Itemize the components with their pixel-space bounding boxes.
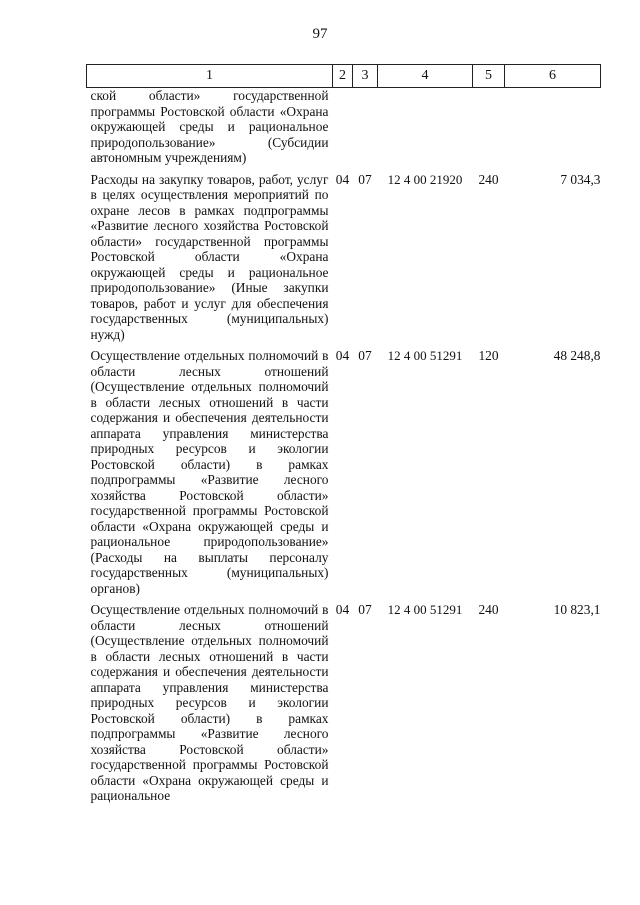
table-row — [87, 88, 601, 166]
row-subsection: 07 — [358, 171, 372, 187]
row-amount — [505, 88, 601, 166]
row-description: Осуществление отдельных полномочий в области лесных отношений (Осуществление отдельных полномочий в области лесных отношений в части содержания и обеспечения деятельности аппарата управления министерства природных ресурсов и экологии Ростовской области) в рамках подпрограммы «Развитие лесного хозяйства Ростовской области» государственной программы Ростовской области «Охрана окружающей среды и рациональное — [90, 602, 329, 803]
row-expense-type: 240 — [478, 602, 499, 617]
row-section: 04 — [335, 171, 350, 187]
row-description: Осуществление отдельных полномочий в области лесных отношений (Осуществление отдельных полномочий в области лесных отношений в части содержания и обеспечения деятельности аппарата управления министерства природных ресурсов и экологии Ростовской области) в рамках подпрограммы «Развитие лесного хозяйства Ростовской области» государственной программы Ростовской области «Охрана окружающей среды и рациональное природопользование» (Расходы на выплаты персоналу государственных (муниципальных) органов) — [90, 348, 329, 596]
table-row — [87, 342, 601, 596]
row-expense-type: 120 — [478, 348, 499, 363]
row-target-code: 12 4 00 21920 — [387, 171, 463, 187]
table-row — [87, 166, 601, 343]
row-section: 04 — [335, 602, 350, 617]
header-col-3: 3 — [353, 65, 378, 88]
header-col-4: 4 — [378, 65, 473, 88]
row-expense-type — [473, 88, 505, 166]
row-target-code: 12 4 00 51291 — [387, 348, 463, 363]
row-amount: 10 823,1 — [553, 602, 601, 617]
header-col-2: 2 — [333, 65, 353, 88]
page-number: 97 — [312, 26, 328, 42]
row-expense-type: 240 — [478, 171, 499, 187]
table-row — [87, 596, 601, 804]
header-col-6: 6 — [505, 65, 601, 88]
row-target-code: 12 4 00 51291 — [387, 602, 463, 617]
row-section: 04 — [335, 348, 350, 363]
row-target-code — [378, 88, 473, 166]
row-section — [333, 88, 353, 166]
row-subsection: 07 — [358, 602, 372, 617]
budget-table — [86, 64, 601, 804]
header-col-1: 1 — [87, 65, 333, 88]
row-subsection: 07 — [358, 348, 372, 363]
header-col-5: 5 — [473, 65, 505, 88]
table-header-row — [87, 65, 601, 88]
row-description: ской области» государственной программы Ростовской области «Охрана окружающей среды и рациональное природопользование» (Субсидии автономным учреждениям) — [90, 88, 329, 165]
row-amount: 7 034,3 — [560, 171, 601, 187]
row-amount: 48 248,8 — [553, 348, 601, 363]
row-subsection — [353, 88, 378, 166]
row-description: Расходы на закупку товаров, работ, услуг в целях осуществления мероприятий по охране лесов в рамках подпрограммы «Развитие лесного хозяйства Ростовской области» государственной программы Ростовской области «Охрана окружающей среды и рациональное природопользование» (Иные закупки товаров, работ и услуг для обеспечения государственных (муниципальных) нужд) — [90, 171, 329, 342]
